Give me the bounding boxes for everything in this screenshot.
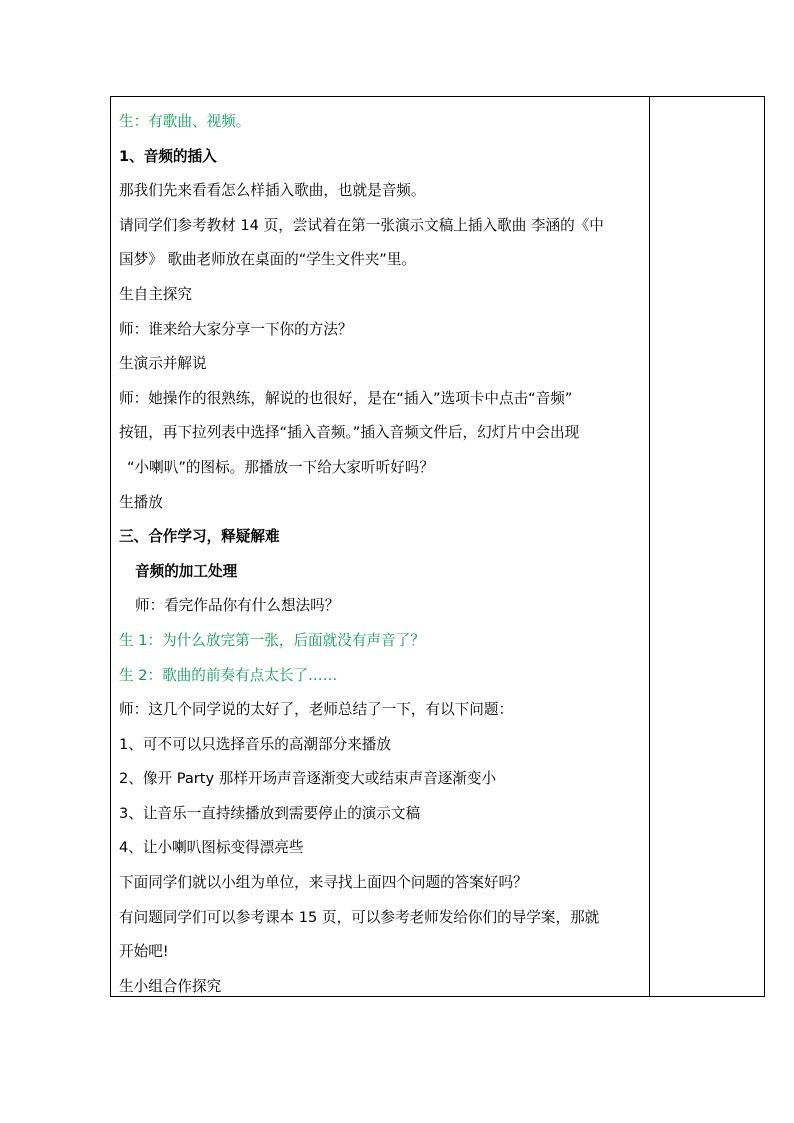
text-line: 生自主探究 xyxy=(119,285,192,303)
text-line: 生小组合作探究 xyxy=(119,977,222,995)
text-line: 请同学们参考教材 14 页，尝试着在第一张演示文稿上插入歌曲 李涵的《中 xyxy=(119,216,604,234)
text-line: “小喇叭”的图标。那播放一下给大家听听好吗？ xyxy=(127,458,434,476)
text-line: 开始吧! xyxy=(119,943,169,961)
section-heading: 三、合作学习，释疑解难 xyxy=(119,528,280,546)
student-answer-line: 生：有歌曲、视频。 xyxy=(119,113,251,130)
text-line: 那我们先来看看怎么样插入歌曲，也就是音频。 xyxy=(119,182,426,200)
lesson-table xyxy=(110,96,765,997)
text-line: 按钮，再下拉列表中选择“插入音频。”插入音频文件后，幻灯片中会出现 xyxy=(119,424,580,442)
text-line: 有问题同学们可以参考课本 15 页，可以参考老师发给你们的导学案，那就 xyxy=(119,908,600,926)
text-line: 师：看完作品你有什么想法吗？ xyxy=(135,597,340,615)
column-divider xyxy=(649,97,650,996)
list-item: 3、让音乐一直持续播放到需要停止的演示文稿 xyxy=(119,804,421,822)
list-item: 1、可不可以只选择音乐的高潮部分来播放 xyxy=(119,735,391,753)
list-item: 2、像开 Party 那样开场声音逐渐变大或结束声音逐渐变小 xyxy=(119,770,497,788)
list-item: 4、让小喇叭图标变得漂亮些 xyxy=(119,839,304,857)
text-line: 师：谁来给大家分享一下你的方法？ xyxy=(119,320,353,338)
text-line: 生播放 xyxy=(119,493,163,511)
text-line: 下面同学们就以小组为单位，来寻找上面四个问题的答案好吗？ xyxy=(119,874,528,892)
text-line: 国梦》 歌曲老师放在桌面的“学生文件夹”里。 xyxy=(119,251,417,269)
section-heading: 1、音频的插入 xyxy=(119,147,217,165)
student-answer-line: 生 1：为什么放完第一张，后面就没有声音了？ xyxy=(119,631,425,649)
subsection-heading: 音频的加工处理 xyxy=(135,562,238,580)
text-line: 师：这几个同学说的太好了，老师总结了一下，有以下问题： xyxy=(119,701,514,719)
notes-cell xyxy=(651,97,764,996)
text-line: 生演示并解说 xyxy=(119,355,207,373)
student-answer-line: 生 2：歌曲的前奏有点太长了…… xyxy=(119,666,338,684)
text-line: 师：她操作的很熟练，解说的也很好，是在“插入”选项卡中点击“音频” xyxy=(119,389,573,407)
lesson-content-cell xyxy=(119,105,645,1004)
